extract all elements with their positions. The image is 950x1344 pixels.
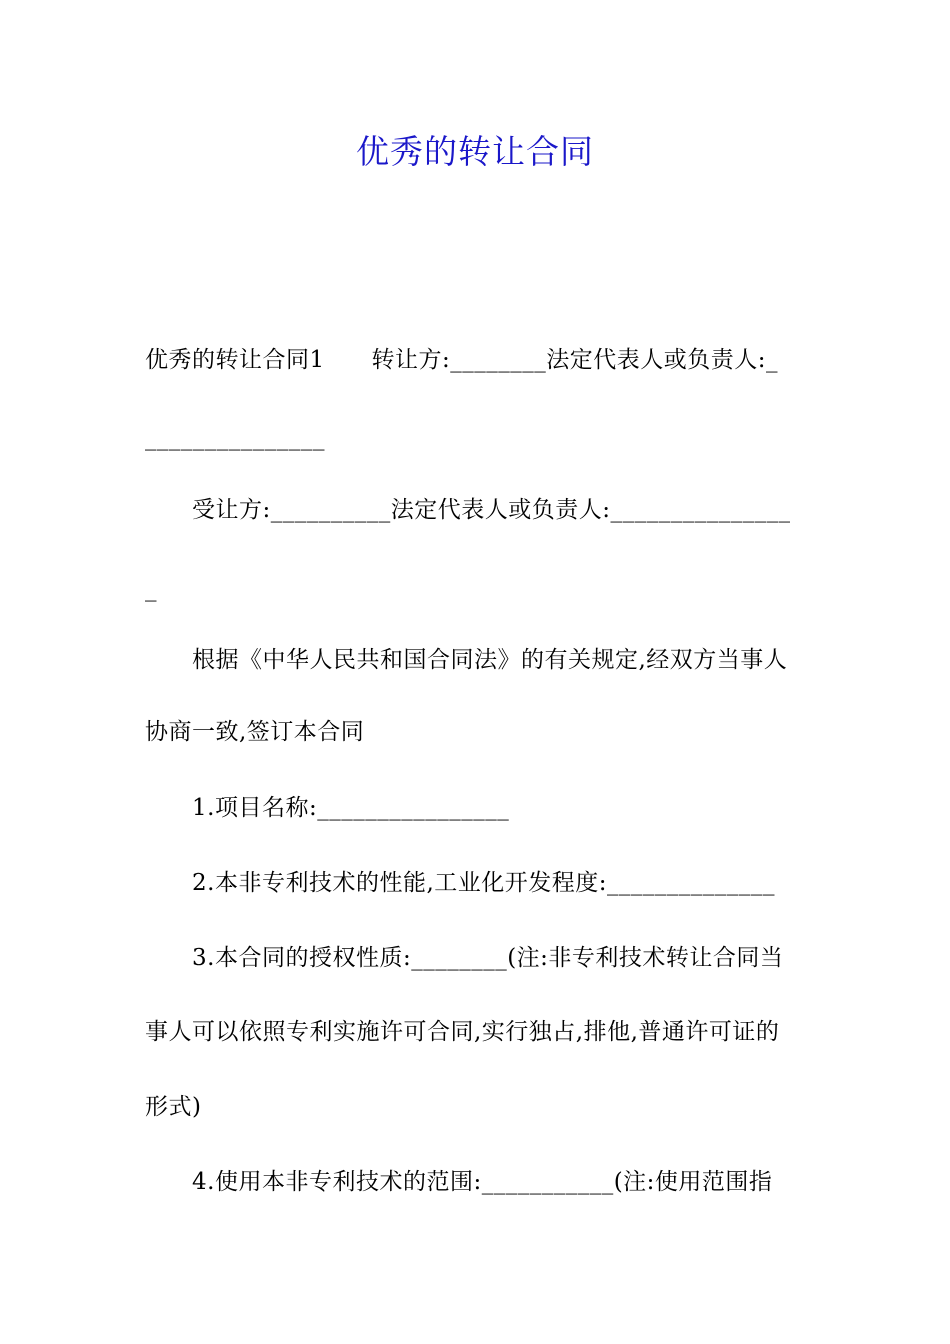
clause-authorization: 3.本合同的授权性质:________(注:非专利技术转让合同当 — [192, 945, 784, 971]
clause-performance: 2.本非专利技术的性能,工业化开发程度:______________ — [192, 870, 776, 896]
paragraph-line-transferee: 受让方:__________法定代表人或负责人:_______________ — [192, 497, 791, 523]
clause-scope: 4.使用本非专利技术的范围:___________(注:使用范围指 — [192, 1169, 773, 1195]
paragraph-line-basis-cont: 协商一致,签订本合同 — [145, 719, 365, 745]
paragraph-line-basis: 根据《中华人民共和国合同法》的有关规定,经双方当事人 — [192, 647, 788, 673]
clause-project-name: 1.项目名称:________________ — [192, 795, 510, 821]
clause-authorization-end: 形式) — [145, 1094, 202, 1120]
paragraph-line-blank: _______________ — [145, 425, 325, 451]
paragraph-line-blank: _ — [145, 576, 157, 602]
document-title: 优秀的转让合同 — [356, 132, 594, 171]
clause-authorization-cont: 事人可以依照专利实施许可合同,实行独占,排他,普通许可证的 — [145, 1019, 780, 1045]
paragraph-line-transferor: 优秀的转让合同1 转让方:________法定代表人或负责人:_ — [145, 347, 778, 373]
